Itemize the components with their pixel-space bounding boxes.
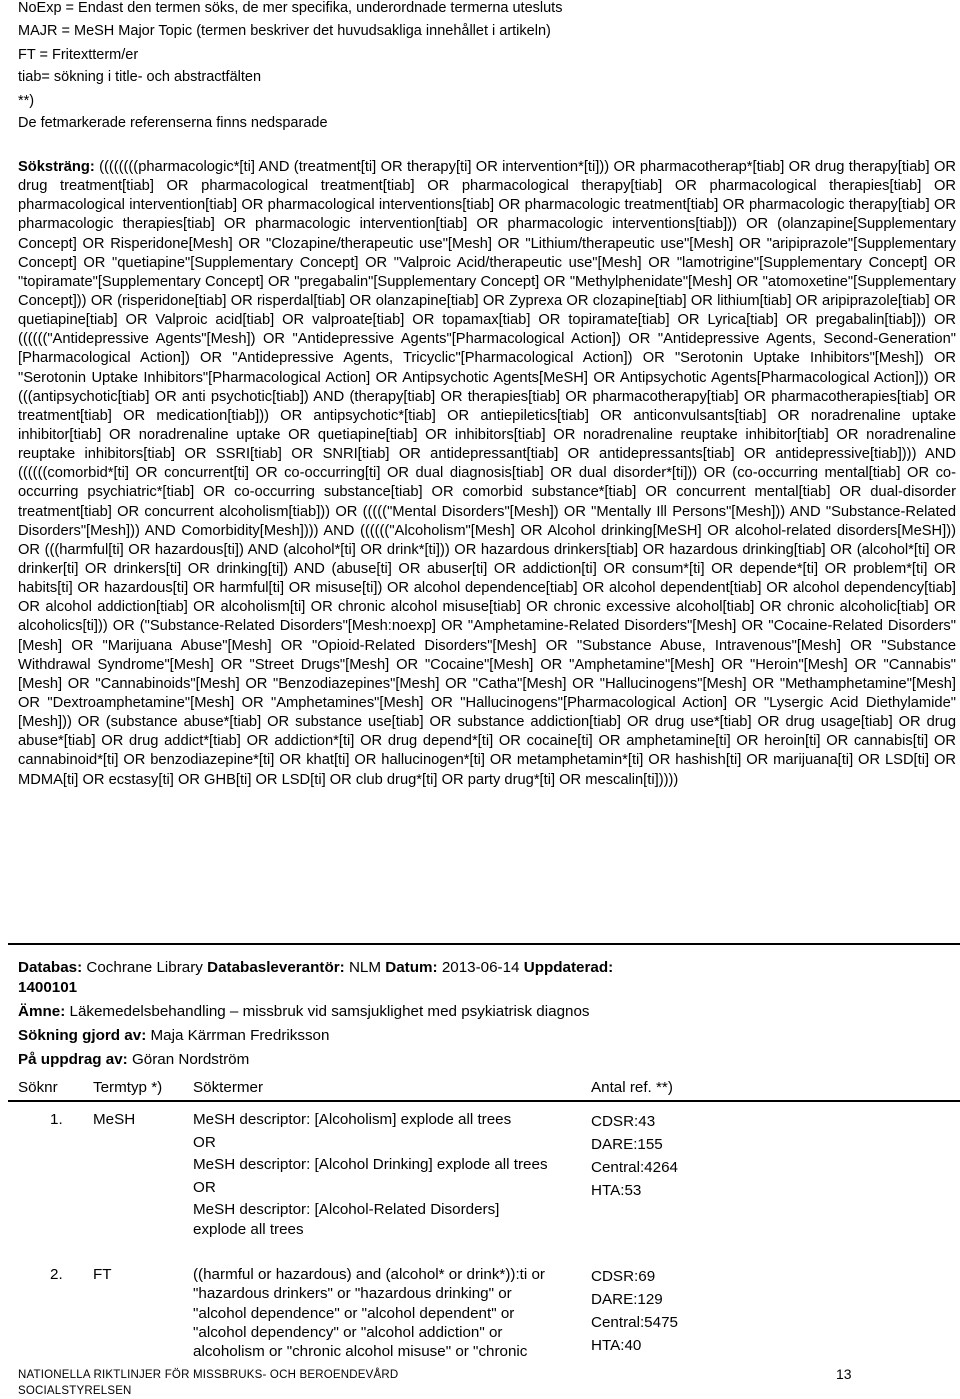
- table-row-2-type: FT: [93, 1266, 112, 1283]
- table-header-termtyp: Termtyp *): [93, 1079, 163, 1096]
- legend-noexp: NoExp = Endast den termen söks, de mer specifika, underordnade termerna utesluts: [18, 0, 563, 16]
- legend-majr: MAJR = MeSH Major Topic (termen beskriver det huvudsakliga innehållet i artikeln): [18, 23, 551, 39]
- legend-antal: **): [18, 93, 35, 109]
- legend-ft: FT = Fritextterm/er: [18, 47, 139, 63]
- table-header-soknr: Söknr: [18, 1079, 58, 1096]
- search-metadata: [18, 958, 708, 1070]
- table-header-rule: [8, 1100, 960, 1102]
- legend-tiab: tiab= sökning i title- och abstractfälten: [18, 69, 262, 85]
- search-string-label: Söksträng:: [18, 159, 95, 175]
- footer-publisher: SOCIALSTYRELSEN: [18, 1385, 132, 1397]
- meta-sokning-line: Sökning gjord av: Maja Kärrman Fredriksson: [18, 1027, 330, 1044]
- table-header-soktermer: Söktermer: [193, 1079, 264, 1096]
- meta-database-line: Databas: Cochrane Library Databasleverantör: NLM Datum: 2013-06-14 Uppdaterad: 1400101: [18, 959, 614, 996]
- table-header-antal: Antal ref. **): [591, 1079, 673, 1096]
- table-row-2-nr: 2.: [50, 1266, 63, 1283]
- table-row-2-counts: CDSR:69 DARE:129 Central:5475 HTA:40: [591, 1268, 678, 1354]
- page-number: 13: [836, 1366, 852, 1382]
- search-string-text: ((((((((pharmacologic*[ti] AND (treatment[ti] OR therapy[ti] OR intervention*[ti])) OR pharmacotherap*[tiab] OR drug therapy[tiab] OR drug treatment[tiab] OR pharmacological treatment[tiab] OR pharmacological therapy[tiab] OR pharmacological therapies[tiab] OR pharmacological intervention[tiab] OR pharmacological interventions[tiab] OR pharmacologic treatment[tiab] OR pharmacologic therapy[tiab] OR pharmacologic therapies[tiab] OR pharmacologic intervention[tiab] OR pharmacologic interventions[tiab])) OR (olanzapine[Supplementary Concept] OR Risperidone[Mesh] OR "Clozapine/therapeutic use"[Mesh] OR "Lithium/therapeutic use"[Mesh] OR "aripiprazole"[Supplementary Concept] OR "quetiapine"[Supplementary Concept] OR "Valproic Acid/therapeutic use"[Mesh] OR "lamotrigine"[Supplementary Concept] OR "topiramate"[Supplementary Concept] OR "pregabalin"[Supplementary Concept] OR "Methylphenidate"[Mesh] OR "atomoxetine"[Supplementary Concept])) OR (risperidone[tiab] OR risperdal[tiab] OR olanzapine[tiab] OR Zyprexa OR clozapine[tiab] OR lithium[tiab] OR aripiprazole[tiab] OR quetiapine[tiab] OR Valproic acid[tiab] OR valproate[tiab] OR topamax[tiab] OR topiramate[tiab] OR Lyrica[tiab] OR pregabalin[tiab])) OR (((((("Antidepressive Agents"[Mesh]) OR "Antidepressive Agents"[Pharmacological Action]) OR "Antidepressive Agents, Second-Generation"[Pharmacological Action]) OR "Antidepressive Agents, Tricyclic"[Pharmacological Action]) OR "Serotonin Uptake Inhibitors"[Mesh]) OR "Serotonin Uptake Inhibitors"[Pharmacological Action] OR Antipsychotic Agents[MeSH] OR Antipsychotic Agents[Pharmacological Action])) OR (((antipsychotic[tiab] OR anti psychotic[tiab]) AND (therapy[tiab] OR therapies[tiab] OR pharmacotherapy[tiab] OR pharmacotherapies[tiab] OR treatment[tiab] OR medication[tiab])) OR antipsychotic*[tiab] OR antiepiletics[tiab] OR anticonvulsants[tiab] OR noradrenaline uptake inhibitor[tiab] OR noradrenaline uptake OR quetiapine[tiab] OR inhibitors[tiab] OR noradrenaline reuptake inhibitor[tiab] OR noradrenaline reuptake inhibitors[tiab] OR SSRI[tiab] OR SNRI[tiab] OR antidepressant[tiab] OR antidepressants[tiab] OR antidepressive[tiab]))) AND ((((((comorbid*[ti] OR concurrent[ti] OR co-occurring[ti] OR dual diagnosis[tiab] OR dual disorder*[ti])) OR (co-occurring mental[tiab] OR co-occurring psychiatric*[tiab] OR co-occurring substance[tiab] OR comorbid substance*[tiab] OR concurrent mental[tiab] OR dual-disorder treatment[tiab] OR concurrent alcoholism[tiab])) OR ((((("Mental Disorders"[Mesh]) OR "Mentally Ill Persons"[Mesh])) AND "Substance-Related Disorders"[Mesh])) AND Comorbidity[Mesh]))) AND (((((("Alcoholism"[Mesh] OR Alcohol drinking[MeSH] OR alcohol-related disorders[MeSH])) OR (((harmful[ti] OR hazardous[ti]) AND (alcohol*[ti] OR drink*[ti])) OR hazardous drinkers[tiab] OR hazardous drinking[tiab] OR (alcohol*[ti] OR drinker[ti] OR drinkers[ti] OR drinking[ti]) AND (abuse[ti] OR abuser[ti] OR addiction[ti] OR consum*[ti] OR depende*[ti] OR problem*[ti] OR habits[ti] OR hazardous[ti] OR harmful[ti] OR misuse[ti]) OR alcohol dependence[tiab] OR alcohol dependent[tiab] OR alcohol dependency[tiab] OR alcohol addiction[tiab] OR alcoholism[ti] OR chronic alcohol misuse[tiab] OR chronic excessive alcohol[tiab] OR chronic alcoholic[tiab] OR alcoholics[ti])) OR ("Substance-Related Disorders"[Mesh:noexp] OR "Amphetamine-Related Disorders"[Mesh] OR "Cocaine-Related Disorders"[Mesh] OR "Marijuana Abuse"[Mesh] OR "Opioid-Related Disorders"[Mesh] OR "Substance Abuse, Intravenous"[Mesh] OR "Substance Withdrawal Syndrome"[Mesh] OR "Street Drugs"[Mesh] OR "Cocaine"[Mesh] OR "Amphetamine"[Mesh] OR "Heroin"[Mesh] OR "Cannabis"[Mesh] OR "Cannabinoids"[Mesh] OR "Benzodiazepines"[Mesh] OR "Catha"[Mesh] OR "Hallucinogens"[Mesh] OR "Methamphetamine"[Mesh] OR "Dextroamphetamine"[Mesh] OR "Amphetamines"[Mesh] OR "Hallucinogens"[Pharmacological Action] OR "Lysergic Acid Diethylamide"[Mesh])) OR (substance abuse*[tiab] OR substance use[tiab] OR substance addiction[tiab] OR drug use*[tiab] OR drug usage[tiab] OR drug abuse*[tiab] OR drug addict*[tiab] OR addiction*[ti] OR drug depend*[ti] OR cocaine[ti] OR amphetamine[ti] OR heroin[ti] OR cannabis[ti] OR cannabinoid*[ti] OR benzodiazepine*[ti] OR khat[ti] OR hallucinogen*[ti] OR metamphetamin*[ti] OR hashish[ti] OR marijuana[ti] OR LSD[ti] OR MDMA[ti] OR ecstasy[ti] OR GHB[ti] OR LSD[ti] OR club drug*[ti] OR party drug*[ti] OR mescalin[ti])))): [18, 159, 956, 788]
- legend-fetmarkerade: De fetmarkerade referenserna finns nedsparade: [18, 115, 328, 131]
- table-row-1-type: MeSH: [93, 1111, 136, 1128]
- footer-title: NATIONELLA RIKTLINJER FÖR MISSBRUKS- OCH BEROENDEVÅRD: [18, 1369, 399, 1381]
- section-rule-top: [8, 943, 960, 945]
- table-row-2-terms: ((harmful or hazardous) and (alcohol* or drink*)):ti or "hazardous drinkers" or "hazardous drinking" or "alcohol dependence" or "alcohol dependent" or "alcohol dependency" or "alcohol addiction" or alcoholism or "chronic alcohol misuse" or "chronic: [193, 1266, 545, 1360]
- meta-amne-line: Ämne: Läkemedelsbehandling – missbruk vid samsjuklighet med psykiatrisk diagnos: [18, 1003, 590, 1020]
- footer: [18, 1367, 398, 1399]
- table-row-1-terms: MeSH descriptor: [Alcoholism] explode all trees OR MeSH descriptor: [Alcohol Drinking] explode all trees OR MeSH descriptor: [Alcohol-Related Disorders] explode all trees: [193, 1111, 548, 1238]
- table-row-1-counts: CDSR:43 DARE:155 Central:4264 HTA:53: [591, 1113, 678, 1199]
- meta-uppdrag-line: På uppdrag av: Göran Nordström: [18, 1051, 250, 1068]
- search-string: [18, 158, 956, 790]
- table-row-1-nr: 1.: [50, 1111, 63, 1128]
